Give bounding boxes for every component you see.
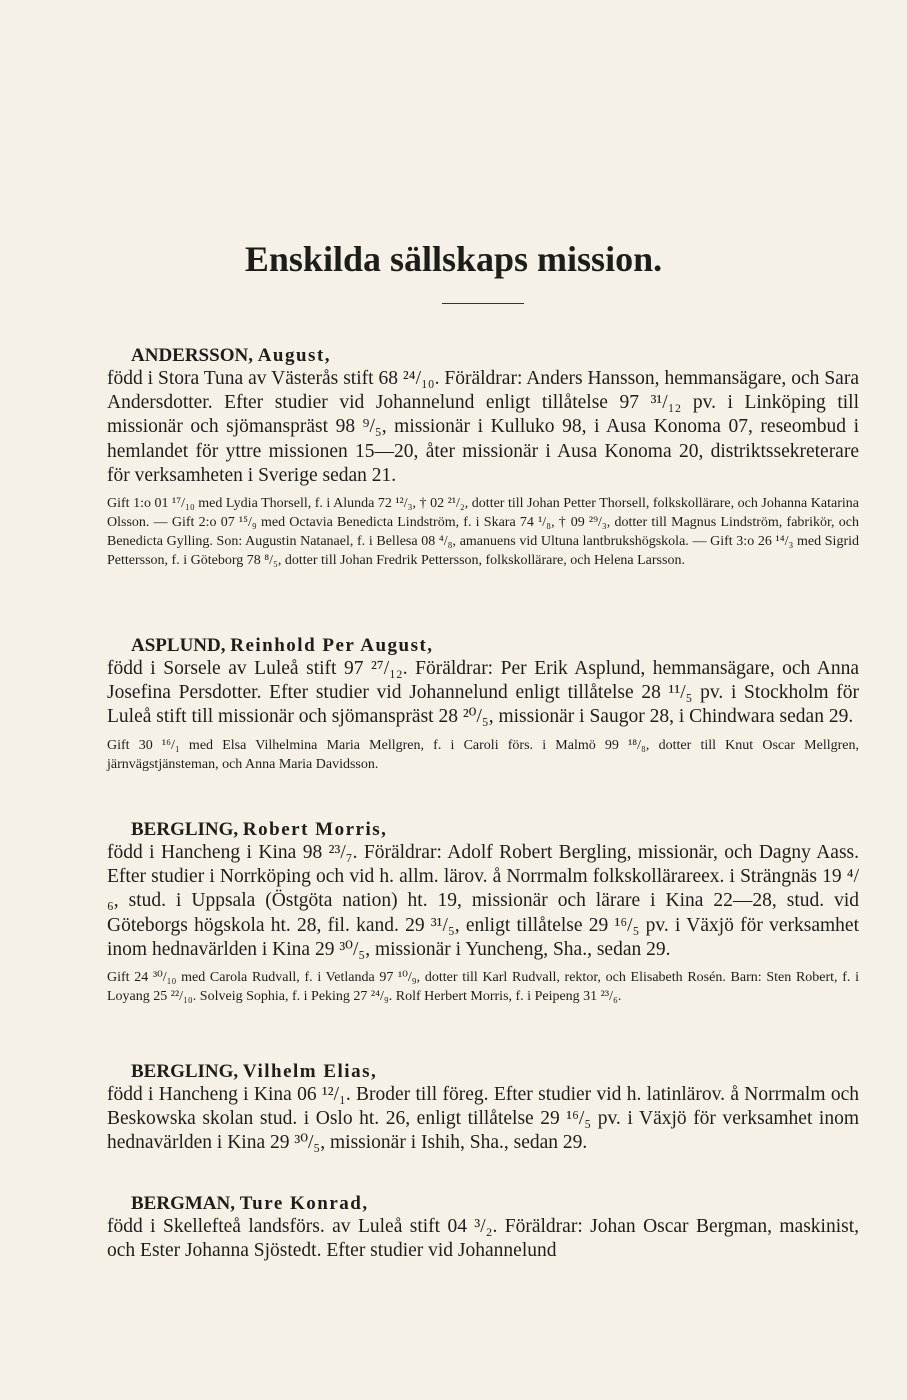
entry-given-names: Ture Konrad, bbox=[239, 1193, 369, 1214]
entry-given-names: Reinhold Per August, bbox=[230, 635, 434, 656]
entry-given-names: Vilhelm Elias, bbox=[242, 1061, 378, 1082]
title-divider bbox=[442, 303, 524, 304]
page-title: Enskilda sällskaps mission. bbox=[244, 239, 663, 279]
entry-surname: BERGLING, bbox=[131, 1061, 239, 1082]
entry-bergling-robert bbox=[107, 819, 859, 1006]
entry-surname: BERGMAN, bbox=[131, 1193, 235, 1214]
entry-family: Gift 30 ¹⁶/₁ med Elsa Vilhelmina Maria Mellgren, f. i Caroli förs. i Malmö 99 ¹⁸/₈, dotter till Knut Oscar Mellgren, järnvägstjänsteman, och Anna Maria Davidsson. bbox=[107, 737, 859, 772]
entry-heading bbox=[107, 819, 859, 841]
entry-heading bbox=[107, 345, 859, 367]
entry-bergling-vilhelm bbox=[107, 1061, 859, 1156]
entry-bergman bbox=[107, 1193, 859, 1263]
entry-biography: född i Stora Tuna av Västerås stift 68 ²⁴/₁₀. Föräldrar: Anders Hansson, hemmansägare, och Sara Andersdotter. Efter studier vid Johannelund enligt tillåtelse 97 ³¹/₁₂ pv. i Linköping till missionär och sjömanspräst 98 ⁹/₅, missionär i Kulluko 98, i Ausa Konoma 07, reseombud i hemlandet för yttre missionen 15—20, åter missionär i Ausa Konoma 20, distriktssekreterare för verksamheten i Sverige sedan 21. bbox=[107, 368, 859, 486]
entry-biography: född i Hancheng i Kina 06 ¹²/₁. Broder till föreg. Efter studier vid h. latinlärov. å Norrmalm och Beskowska skolan stud. i Oslo ht. 26, enligt tillåtelse 29 ¹⁶/₅ pv. i Växjö för verksamhet inom hednavärlden i Kina 29 ³⁰/₅, missionär i Ishih, Sha., sedan 29. bbox=[107, 1084, 859, 1154]
entry-biography: född i Skellefteå landsförs. av Luleå stift 04 ³/₂. Föräldrar: Johan Oscar Bergman, maskinist, och Ester Johanna Sjöstedt. Efter studier vid Johannelund bbox=[107, 1216, 859, 1262]
entry-heading bbox=[107, 635, 859, 657]
entry-biography: född i Hancheng i Kina 98 ²³/₇. Föräldrar: Adolf Robert Bergling, missionär, och Dagny Aass. Efter studier i Norrköping och vid h. allm. lärov. å Norrmalm folkskollärareex. i Strängnäs 19 ⁴/₆, stud. i Uppsala (Östgöta nation) ht. 19, missionär och lärare i Kina 22—28, stud. vid Göteborgs högskola ht. 28, fil. kand. 29 ³¹/₅, enligt tillåtelse 29 ¹⁶/₅ pv. i Växjö för verksamhet inom hednavärlden i Kina 29 ³⁰/₅, missionär i Yuncheng, Sha., sedan 29. bbox=[107, 842, 859, 960]
entry-given-names: Robert Morris, bbox=[242, 819, 388, 840]
entry-surname: ANDERSSON, bbox=[131, 345, 253, 366]
entry-surname: BERGLING, bbox=[131, 819, 239, 840]
entry-heading bbox=[107, 1193, 859, 1215]
entry-biography: född i Sorsele av Luleå stift 97 ²⁷/₁₂. Föräldrar: Per Erik Asplund, hemmansägare, och Anna Josefina Persdotter. Efter studier vid Johannelund enligt tillåtelse 28 ¹¹/₅ pv. i Stockholm för Luleå stift till missionär och sjömanspräst 28 ²⁰/₅, missionär i Saugor 28, i Chindwara sedan 29. bbox=[107, 658, 859, 728]
entry-surname: ASPLUND, bbox=[131, 635, 226, 656]
entry-family: Gift 24 ³⁰/₁₀ med Carola Rudvall, f. i Vetlanda 97 ¹⁰/₉, dotter till Karl Rudvall, rektor, och Elisabeth Rosén. Barn: Sten Robert, f. i Loyang 25 ²²/₁₀. Solveig Sophia, f. i Peking 27 ²⁴/₉. Rolf Herbert Morris, f. i Peipeng 31 ²³/₆. bbox=[107, 970, 859, 1005]
entry-andersson bbox=[107, 345, 859, 570]
entry-given-names: August, bbox=[257, 345, 332, 366]
entry-heading bbox=[107, 1061, 859, 1083]
entry-asplund bbox=[107, 635, 859, 774]
entry-family: Gift 1:o 01 ¹⁷/₁₀ med Lydia Thorsell, f. i Alunda 72 ¹²/₃, † 02 ²¹/₂, dotter till Johan Petter Thorsell, folkskollärare, och Johanna Katarina Olsson. — Gift 2:o 07 ¹⁵/₉ med Octavia Benedicta Lindström, f. i Skara 74 ¹/₈, † 09 ²⁹/₃, dotter till Magnus Lindström, fabrikör, och Benedicta Gylling. Son: Augustin Natanael, f. i Bellesa 08 ⁴/₈, amanuens vid Ultuna lantbrukshögskola. — Gift 3:o 26 ¹⁴/₃ med Sigrid Pettersson, f. i Göteborg 78 ⁸/₅, dotter till Johan Fredrik Pettersson, folkskollärare, och Helena Larsson. bbox=[107, 496, 859, 569]
